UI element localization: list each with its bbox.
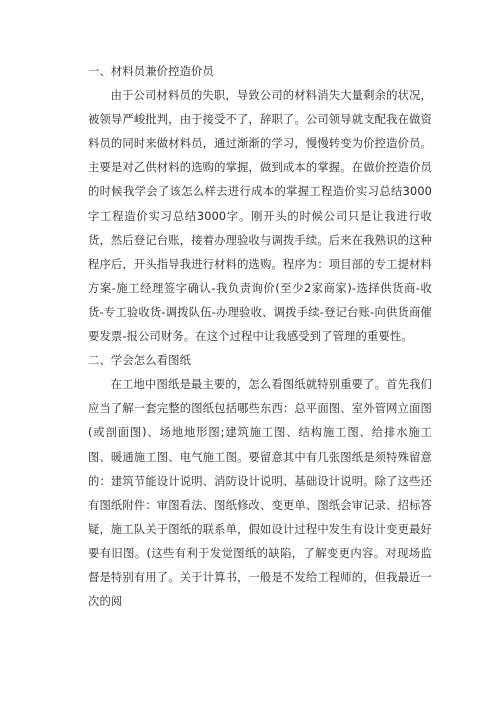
- section-paragraph-drawings: 在工地中图纸是最主要的，怎么看图纸就特别重要了。首先我们应当了解一套完整的图纸包括哪些东西：总平面图、室外管网立面图(或剖面图)、场地地形图;建筑施工图、结构施工图、给排水施工图、暖通施工图、电气施工图。要留意其中有几张图纸是须特殊留意的：建筑节能设计说明、消防设计说明、基础设计说明。除了这些还有图纸附件：审图看法、图纸修改、变更单、图纸会审记录、招标答疑，施工队关于图纸的联系单，假如设计过程中发生有设计变更最好要有旧图。(这些有利于发觉图纸的缺陷，了解变更内容。对现场监督是特别有用了。关于计算书，一般是不发给工程师的，但我最近一次的阅: [88, 378, 432, 609]
- section-heading-materials: 一、材料员兼价控造价员: [88, 65, 214, 78]
- section-paragraph-materials: 由于公司材料员的失职，导致公司的材料消失大量剩余的状况，被领导严峻批判，由于接受不了，辞职了。公司领导就支配我在做资料员的同时来做材料员，通过渐渐的学习，慢慢转变为价控造价员。主要是对乙供材料的选购的掌握，做到成本的掌握。在做价控造价员的时候我学会了该怎么样去进行成本的掌握工程造价实习总结3000字工程造价实习总结3000字。刚开头的时候公司只是让我进行收货，然后登记台账，接着办理验收与调拨手续。后来在我熟识的这种程序后，开头指导我进行材料的选购。程序为：项目部的专工提材料方案-施工经理签字确认-我负责询价(至少2家商家)-选择供货商-收货-专工验收货-调拨队伍-办理验收、调拨手续-登记台账-向供货商催要发票-报公司财务。在这个过程中让我感受到了管理的重要性。: [88, 89, 432, 344]
- document-body: [88, 60, 432, 614]
- section-heading-drawings: 二、学会怎么看图纸: [88, 354, 192, 368]
